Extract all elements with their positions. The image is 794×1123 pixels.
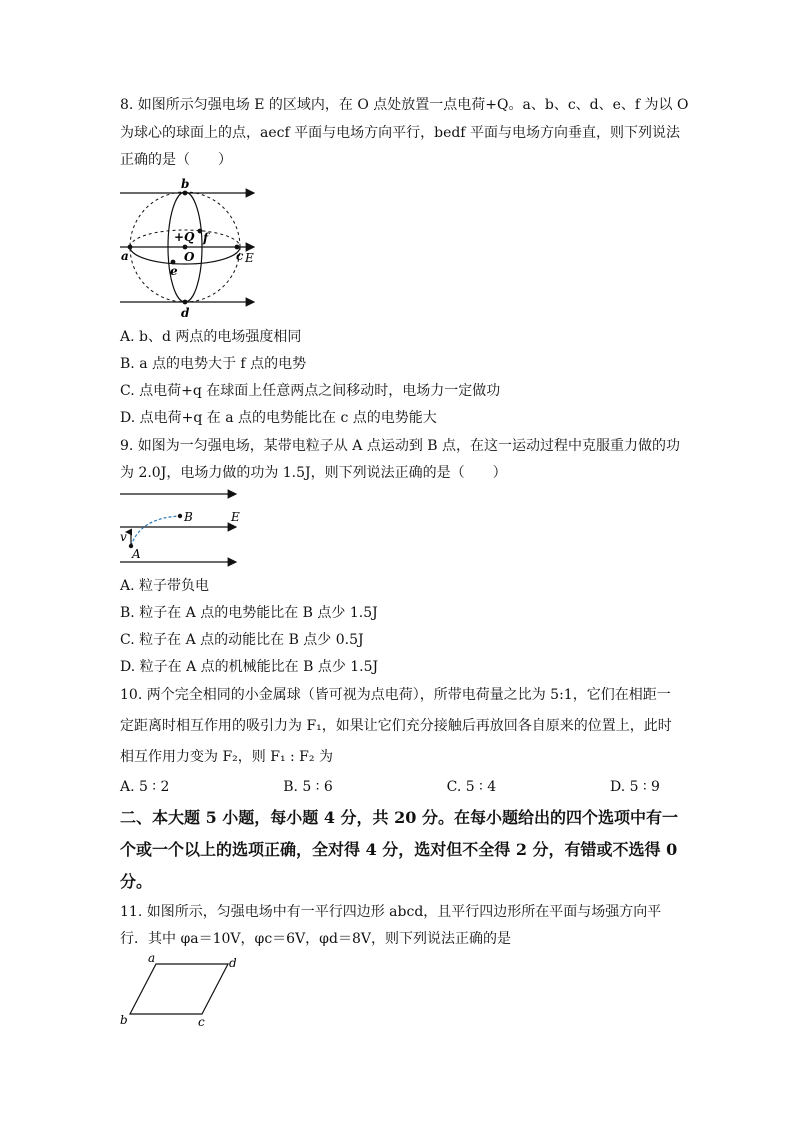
q8-point-O — [183, 245, 188, 250]
q9-label-v: v — [120, 530, 127, 544]
q8-sphere-figure — [118, 176, 263, 320]
section2-line-3: 分。 — [120, 872, 153, 891]
q9-option-b[interactable]: B. 粒子在 A 点的电势能比在 B 点少 1.5J — [120, 605, 378, 621]
q8-option-b[interactable]: B. a 点的电势大于 f 点的电势 — [120, 356, 307, 372]
q11-line-2: 行．其中 φa＝10V，φc＝6V，φd＝8V，则下列说法正确的是 — [120, 931, 511, 947]
q11-label-b: b — [120, 1013, 128, 1027]
q8-option-d[interactable]: D. 点电荷+q 在 a 点的电势能比在 c 点的电势能大 — [120, 410, 437, 426]
q8-point-d — [183, 300, 188, 305]
q9-trajectory — [131, 516, 180, 546]
q8-point-b — [183, 191, 188, 196]
q9-option-d[interactable]: D. 粒子在 A 点的机械能比在 B 点少 1.5J — [120, 659, 379, 675]
q10-option-b[interactable]: B. 5 ∶ 6 — [283, 779, 333, 795]
q10-option-a[interactable]: A. 5 ∶ 2 — [120, 779, 170, 795]
q9-label-E: E — [231, 510, 240, 524]
q9-field-figure — [118, 486, 248, 570]
q8-label-b: b — [181, 177, 190, 191]
q9-label-B: B — [184, 510, 193, 524]
q8-option-a[interactable]: A. b、d 两点的电场强度相同 — [120, 329, 302, 345]
section2-line-1: 二、本大题 5 小题，每小题 4 分，共 20 分。在每小题给出的四个选项中有一 — [120, 808, 678, 827]
q8-label-d: d — [181, 306, 190, 320]
q9-option-a[interactable]: A. 粒子带负电 — [120, 578, 210, 594]
q11-parallelogram — [130, 964, 228, 1014]
q10-option-c[interactable]: C. 5 ∶ 4 — [446, 779, 497, 795]
q8-label-O: O — [184, 250, 195, 264]
q8-line-3: 正确的是（ ） — [120, 152, 232, 168]
q10-line-1: 10. 两个完全相同的小金属球（皆可视为点电荷），所带电荷量之比为 5:1，它们在相距一 — [120, 687, 671, 703]
q11-label-d: d — [229, 956, 237, 970]
q11-parallelogram-figure — [118, 950, 248, 1030]
q9-point-B — [178, 514, 182, 518]
q8-line-1: 8. 如图所示匀强电场 E 的区域内，在 O 点处放置一点电荷+Q。a、b、c、d、e、f 为以 O — [120, 97, 689, 113]
q8-label-Q: +Q — [174, 230, 195, 244]
q9-label-A: A — [132, 547, 141, 561]
q8-label-E: E — [245, 251, 254, 265]
q8-label-f: f — [203, 231, 209, 245]
q8-label-e: e — [170, 264, 178, 278]
q11-label-c: c — [198, 1015, 205, 1029]
q8-label-c: c — [236, 249, 244, 263]
q9-line-2: 为 2.0J，电场力做的功为 1.5J，则下列说法正确的是（ ） — [120, 465, 507, 481]
q8-point-f — [198, 229, 203, 234]
q10-line-3: 相互作用力变为 F₂，则 F₁ : F₂ 为 — [120, 749, 333, 765]
section2-line-2: 个或一个以上的选项正确，全对得 4 分，选对但不全得 2 分，有错或不选得 0 — [120, 840, 678, 859]
q11-line-1: 11. 如图所示，匀强电场中有一平行四边形 abcd，且平行四边形所在平面与场强方向平 — [120, 904, 662, 920]
q8-line-2: 为球心的球面上的点，aecf 平面与电场方向平行，bedf 平面与电场方向垂直，则下列说法 — [120, 125, 680, 141]
q9-option-c[interactable]: C. 粒子在 A 点的动能比在 B 点少 0.5J — [120, 632, 364, 648]
q10-options-row — [120, 778, 660, 796]
q8-label-a: a — [121, 249, 129, 263]
q9-line-1: 9. 如图为一匀强电场，某带电粒子从 A 点运动到 B 点，在这一运动过程中克服重力做的功 — [120, 438, 681, 454]
q10-line-2: 定距离时相互作用的吸引力为 F₁，如果让它们充分接触后再放回各自原来的位置上，此时 — [120, 718, 672, 734]
q11-label-a: a — [148, 951, 156, 965]
q8-option-c[interactable]: C. 点电荷+q 在球面上任意两点之间移动时，电场力一定做功 — [120, 383, 501, 399]
q10-option-d[interactable]: D. 5 ∶ 9 — [609, 779, 660, 795]
